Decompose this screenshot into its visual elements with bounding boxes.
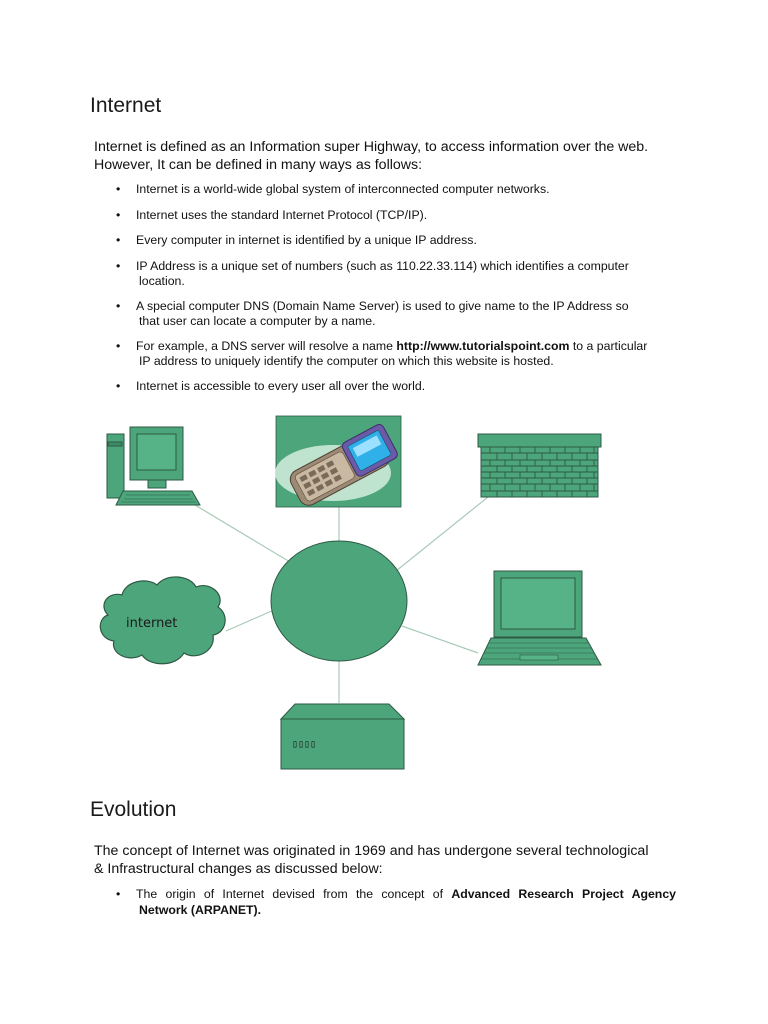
- list-item: [116, 182, 676, 198]
- bullet-dot: •: [116, 258, 121, 273]
- list-item-text: A special computer DNS (Domain Name Server) is used to give name to the IP Address so: [136, 298, 629, 313]
- section-heading-evolution: Evolution: [90, 798, 177, 821]
- evolution-paragraph: [94, 842, 684, 878]
- list-item-text: IP Address is a unique set of numbers (such as 110.22.33.114) which identifies a computer: [136, 258, 629, 273]
- arpanet-bold-2: Network (ARPANET).: [139, 902, 262, 917]
- evolution-list: [116, 887, 676, 918]
- bullet-dot: •: [116, 182, 121, 196]
- list-item-text-continued: that user can locate a computer by a name.: [139, 314, 376, 328]
- intro-paragraph: [94, 138, 684, 174]
- evolution-line-2: & Infrastructural changes as discussed below:: [94, 861, 383, 877]
- list-item: [116, 259, 676, 290]
- bullet-dot: •: [116, 887, 121, 901]
- list-item-text: [136, 887, 676, 903]
- example-text-pre: For example, a DNS server will resolve a name: [136, 338, 397, 353]
- page-title: Internet: [90, 94, 162, 117]
- bullet-dot: •: [116, 298, 121, 313]
- intro-line-1: Internet is defined as an Information super Highway, to access information over the web.: [94, 139, 649, 155]
- list-item: [116, 379, 676, 395]
- link-laptop-hub: [402, 626, 478, 653]
- list-item: [116, 299, 676, 330]
- list-item: [116, 887, 676, 918]
- link-firewall-hub: [396, 497, 488, 571]
- evolution-line-1: The concept of Internet was originated in 1969 and has undergone several technological: [94, 843, 649, 859]
- bullet-dot: •: [116, 378, 121, 393]
- bullet-dot: •: [116, 233, 121, 247]
- list-item: [116, 208, 676, 224]
- list-item-text: [136, 339, 676, 355]
- list-item-text: Internet uses the standard Internet Protocol (TCP/IP).: [136, 207, 428, 222]
- arpanet-text-pre: The origin of Internet devised from the concept of: [136, 887, 452, 901]
- network-device-icon: [281, 704, 404, 769]
- arpanet-bold-1: Advanced Research Project Agency: [451, 887, 677, 901]
- definition-list: [116, 182, 676, 394]
- bullet-dot: •: [116, 207, 121, 222]
- example-url: http://www.tutorialspoint.com: [396, 338, 570, 353]
- internet-cloud-icon: [100, 577, 225, 664]
- hub-circle: [271, 541, 407, 661]
- mobile-phone-icon: [275, 416, 401, 509]
- network-diagram: [0, 405, 768, 785]
- list-item-text-continued: IP address to uniquely identify the computer on which this website is hosted.: [139, 354, 554, 368]
- cloud-label: internet: [126, 616, 178, 631]
- intro-line-2: However, It can be defined in many ways as follows:: [94, 157, 423, 173]
- link-desktop-hub: [195, 505, 290, 562]
- example-text-post: to a particular: [569, 338, 648, 353]
- desktop-computer-icon: [107, 427, 200, 505]
- laptop-icon: [478, 571, 601, 665]
- list-item-text: Internet is accessible to every user all over the world.: [136, 378, 426, 393]
- list-item-text: Internet is a world-wide global system of interconnected computer networks.: [136, 182, 550, 196]
- device-ports-label: ▯▯▯▯: [292, 739, 317, 750]
- list-item: [116, 339, 676, 370]
- firewall-icon: [478, 434, 601, 497]
- list-item: [116, 233, 676, 249]
- list-item-text-continued: location.: [139, 274, 185, 288]
- bullet-dot: •: [116, 338, 121, 353]
- list-item-text: Every computer in internet is identified by a unique IP address.: [136, 233, 477, 247]
